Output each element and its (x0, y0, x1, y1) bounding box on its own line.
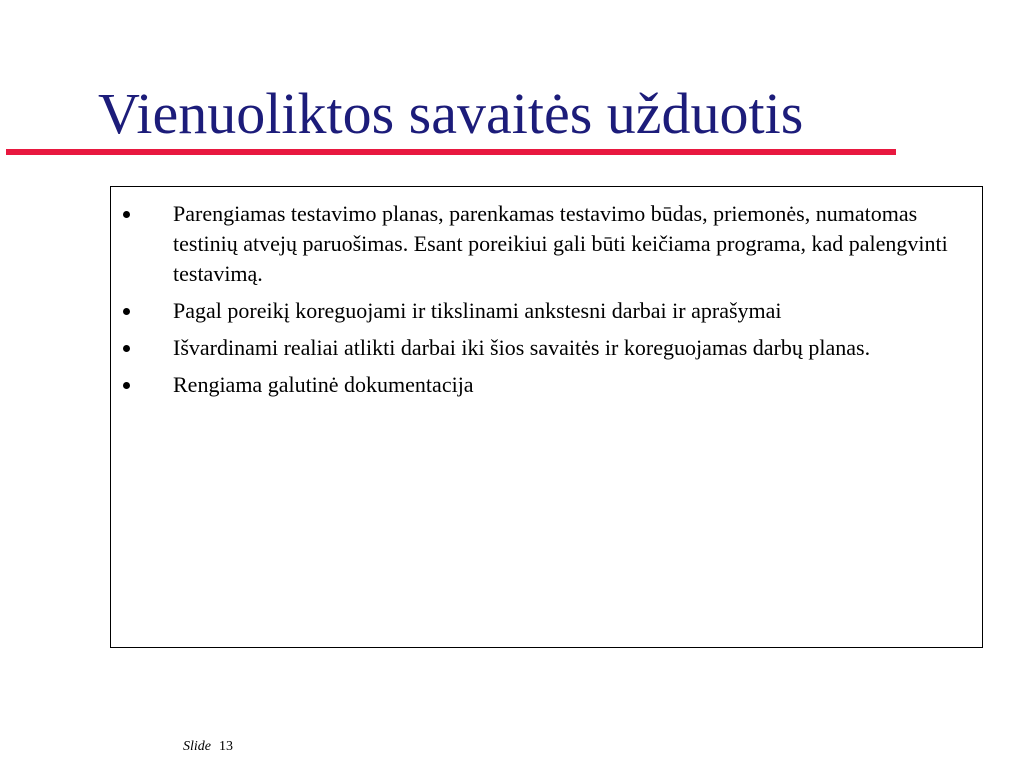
content-box (110, 186, 983, 648)
slide-label: Slide (183, 739, 211, 754)
bullet-text: Parengiamas testavimo planas, parenkamas testavimo būdas, priemonės, numatomas testinių atvejų paruošimas. Esant poreikiui gali būti keičiama programa, kad palengvinti testavimą. (173, 201, 948, 286)
slide-title: Vienuoliktos savaitės užduotis (98, 81, 804, 146)
bullet-item (123, 333, 974, 363)
bullet-dot-icon (123, 308, 130, 315)
bullet-item (123, 296, 974, 326)
slide-number: 13 (219, 739, 233, 754)
bullet-list (123, 199, 974, 407)
bullet-dot-icon (123, 211, 130, 218)
title-underline (6, 149, 896, 155)
bullet-dot-icon (123, 382, 130, 389)
bullet-item (123, 370, 974, 400)
bullet-text: Išvardinami realiai atlikti darbai iki šios savaitės ir koreguojamas darbų planas. (173, 335, 871, 360)
bullet-text: Rengiama galutinė dokumentacija (173, 372, 474, 397)
bullet-text: Pagal poreikį koreguojami ir tikslinami ankstesni darbai ir aprašymai (173, 298, 782, 323)
bullet-item (123, 199, 974, 289)
slide-footer (183, 738, 233, 756)
bullet-dot-icon (123, 345, 130, 352)
